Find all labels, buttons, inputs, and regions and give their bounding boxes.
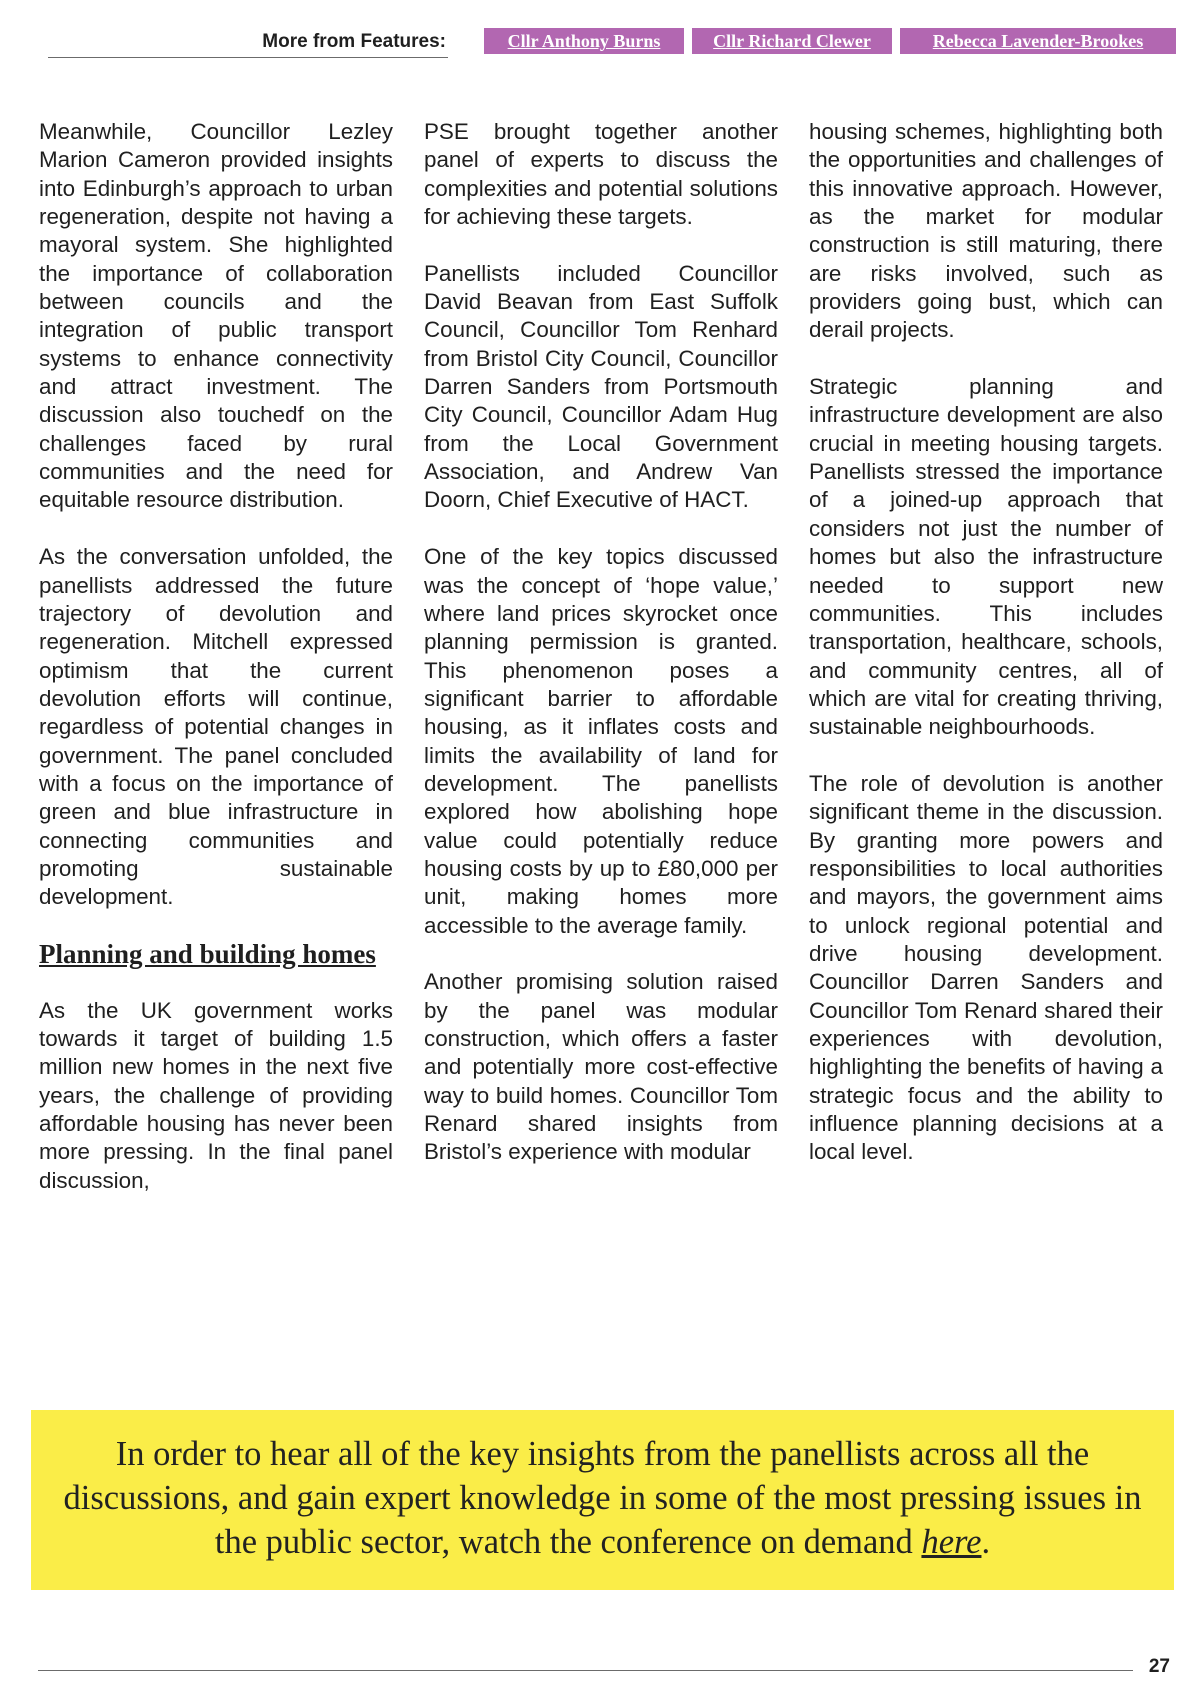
page-number: 27 bbox=[1148, 1656, 1170, 1677]
paragraph: Strategic planning and infrastructure development are also crucial in meeting housing targets. Panellists stressed the importance of a joined-up approach that considers not just the number of homes but also the infrastructure needed to support new communities. This includes transportation, healthcare, schools, and community centres, all of which are vital for creating thriving, sustainable neighbourhoods. bbox=[809, 374, 1163, 740]
more-from-features-bar bbox=[48, 26, 1178, 58]
paragraph: One of the key topics discussed was the concept of ‘hope value,’ where land prices skyrocket once planning permission is granted. This phenomenon poses a significant barrier to affordable housing, as it inflates costs and limits the availability of land for development. The panellists explored how abolishing hope value could potentially reduce housing costs by up to £80,000 per unit, making homes more accessible to the average family. bbox=[424, 544, 778, 938]
paragraph: Another promising solution raised by the panel was modular construction, which offers a faster and potentially more cost-effective way to build homes. Councillor Tom Renard shared insights from Bristol’s experience with modular bbox=[424, 969, 778, 1165]
callout-text: In order to hear all of the key insights from the panellists across all the discussions, and gain expert knowledge in some of the most pressing issues in the public sector, watch the conference on demand bbox=[63, 1435, 1142, 1561]
paragraph: As the conversation unfolded, the panellists addressed the future trajectory of devolution and regeneration. Mitchell expressed optimism that the current devolution efforts will continue, regardless of potential changes in government. The panel concluded with a focus on the importance of green and blue infrastructure in connecting communities and promoting sustainable development. bbox=[39, 544, 393, 910]
section-heading: Planning and building homes bbox=[39, 938, 376, 969]
callout-end: . bbox=[981, 1523, 991, 1561]
article-column-1 bbox=[39, 118, 393, 1223]
tag-link-rebecca-lavender-brookes[interactable]: Rebecca Lavender-Brookes bbox=[900, 28, 1176, 54]
tag-link-richard-clewer[interactable]: Cllr Richard Clewer bbox=[692, 28, 892, 54]
on-demand-link[interactable]: here bbox=[921, 1523, 982, 1561]
on-demand-callout bbox=[31, 1410, 1174, 1590]
article-column-3 bbox=[809, 118, 1163, 1195]
paragraph: PSE brought together another panel of experts to discuss the complexities and potential solutions for achieving these targets. bbox=[424, 119, 778, 230]
paragraph: Panellists included Councillor David Beavan from East Suffolk Council, Councillor Tom Renhard from Bristol City Council, Councillor Darren Sanders from Portsmouth City Council, Councillor Adam Hug from the Local Government Association, and Andrew Van Doorn, Chief Executive of HACT. bbox=[424, 260, 778, 513]
paragraph: Meanwhile, Councillor Lezley Marion Cameron provided insights into Edinburgh’s approach to urban regeneration, despite not having a mayoral system. She highlighted the importance of collaboration between councils and the integration of public transport systems to enhance connectivity and attract investment. The discussion also touchedf on the challenges faced by rural communities and the need for equitable resource distribution. bbox=[39, 119, 393, 513]
paragraph: The role of devolution is another significant theme in the discussion. By granting more powers and responsibilities to local authorities and mayors, the government aims to unlock regional potential and drive housing development. Councillor Darren Sanders and Councillor Tom Renard shared their experiences with devolution, highlighting the benefits of having a strategic focus and the ability to influence planning decisions at a local level. bbox=[809, 770, 1163, 1165]
tag-link-anthony-burns[interactable]: Cllr Anthony Burns bbox=[484, 28, 684, 54]
footer-divider bbox=[38, 1670, 1133, 1671]
paragraph: housing schemes, highlighting both the opportunities and challenges of this innovative approach. However, as the market for modular construction is still maturing, there are risks involved, such as providers going bust, which can derail projects. bbox=[809, 119, 1163, 343]
article-column-2 bbox=[424, 118, 778, 1195]
more-from-label: More from Features: bbox=[48, 26, 448, 58]
paragraph: As the UK government works towards it target of building 1.5 million new homes in the next five years, the challenge of providing affordable housing has never been more pressing. In the final panel discussion, bbox=[39, 997, 393, 1193]
